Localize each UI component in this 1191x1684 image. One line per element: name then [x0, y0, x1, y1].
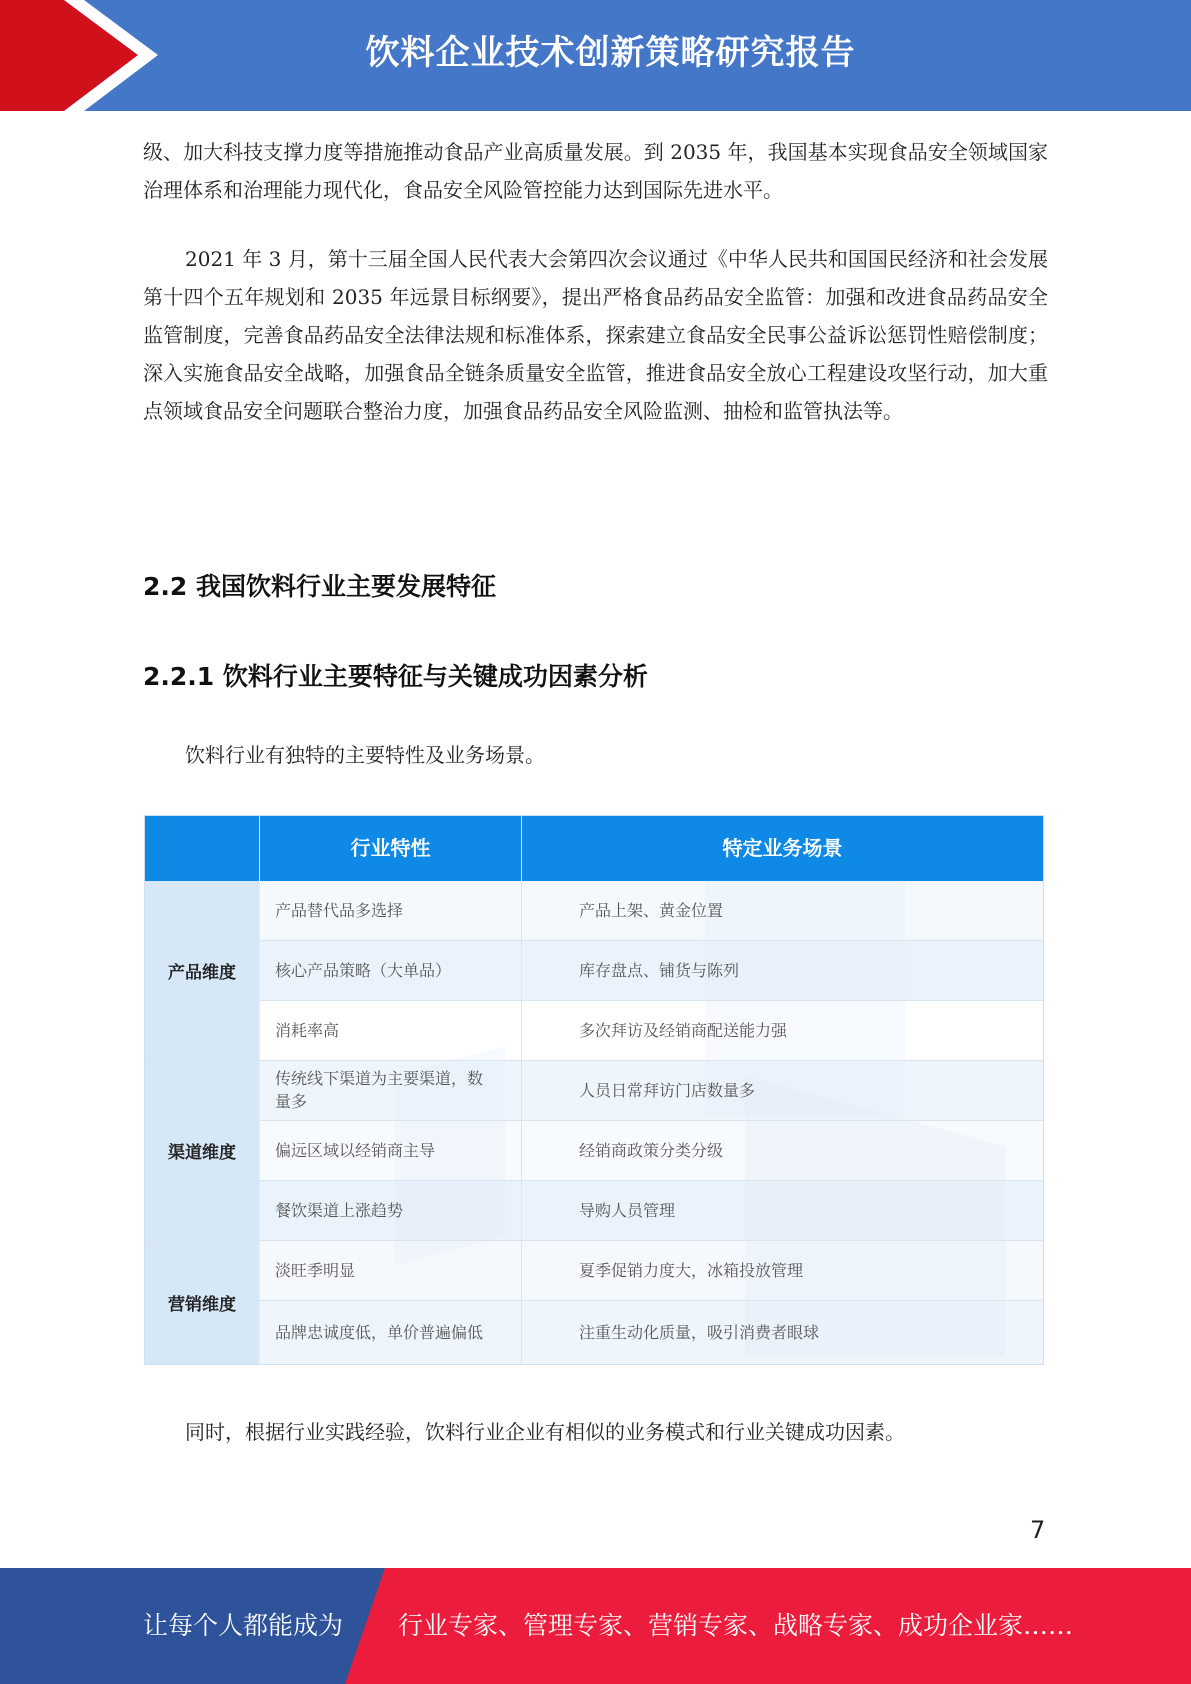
group-product-dimension: 产品维度 — [145, 881, 259, 1060]
section-heading-2-2-1: 2.2.1 饮料行业主要特征与关键成功因素分析 — [143, 662, 648, 691]
column-header-business-scenario: 特定业务场景 — [722, 836, 843, 860]
report-title: 饮料企业技术创新策略研究报告 — [365, 33, 856, 73]
footer-slogan-left: 让每个人都能成为 — [143, 1611, 344, 1640]
paragraph-plan: 2021 年 3 月，第十三届全国人民代表大会第四次会议通过《中华人民共和国国民经济和社会发展第十四个五年规划和 2035 年远景目标纲要》，提出严格食品药品安全监管：加强和改进食品药品安全监管制度，完善食品药品安全法律法规和标准体系，探索建立食品安全民事公益诉讼惩罚性赔偿制度；深入实施食品安全战略，加强食品全链条质量安全监管，推进食品安全放心工程建设攻坚行动，加大重点领域食品安全问题联合整治力度，加强食品药品安全风险监测、抽检和监管执法等。 — [143, 247, 1048, 423]
industry-features-table — [144, 815, 1044, 1365]
table-cell-scenario: 多次拜访及经销商配送能力强 — [579, 1020, 788, 1040]
table-cell-feature: 核心产品策略（大单品） — [275, 960, 452, 980]
page-footer — [0, 1568, 1191, 1684]
group-marketing-dimension: 营销维度 — [145, 1241, 259, 1364]
table-cell-scenario: 导购人员管理 — [579, 1200, 676, 1220]
section-heading-2-2: 2.2 我国饮料行业主要发展特征 — [143, 572, 496, 601]
table-cell-scenario: 经销商政策分类分级 — [579, 1140, 724, 1160]
table-cell-feature: 餐饮渠道上涨趋势 — [275, 1200, 404, 1220]
table-cell-scenario: 库存盘点、铺货与陈列 — [579, 960, 740, 980]
column-header-industry-feature: 行业特性 — [350, 836, 431, 860]
group-channel-dimension: 渠道维度 — [145, 1061, 259, 1240]
table-cell-feature: 偏远区域以经销商主导 — [275, 1140, 436, 1160]
table-cell-scenario: 夏季促销力度大，冰箱投放管理 — [579, 1260, 804, 1280]
table-cell-feature: 产品替代品多选择 — [275, 901, 404, 920]
footer-slogan-right: 行业专家、管理专家、营销专家、战略专家、成功企业家…… — [398, 1611, 1074, 1640]
table-cell-feature: 淡旺季明显 — [275, 1260, 356, 1280]
table-cell-feature: 消耗率高 — [275, 1020, 340, 1040]
table-cell-scenario: 人员日常拜访门店数量多 — [579, 1080, 756, 1100]
paragraph-table-intro: 饮料行业有独特的主要特性及业务场景。 — [185, 743, 545, 767]
table-cell-scenario: 注重生动化质量，吸引消费者眼球 — [579, 1322, 820, 1342]
table-cell-feature: 品牌忠诚度低，单价普遍偏低 — [275, 1322, 484, 1342]
page-header — [0, 0, 1191, 111]
table-cell-feature: 传统线下渠道为主要渠道，数量多 — [275, 1069, 484, 1111]
paragraph-conclusion: 同时，根据行业实践经验，饮料行业企业有相似的业务模式和行业关键成功因素。 — [185, 1420, 905, 1444]
table-cell-scenario: 产品上架、黄金位置 — [579, 901, 724, 920]
page-number: 7 — [1030, 1516, 1046, 1544]
paragraph-intro: 级、加大科技支撑力度等措施推动食品产业高质量发展。到 2035 年，我国基本实现食品安全领域国家治理体系和治理能力现代化，食品安全风险管控能力达到国际先进水平。 — [143, 140, 1048, 202]
